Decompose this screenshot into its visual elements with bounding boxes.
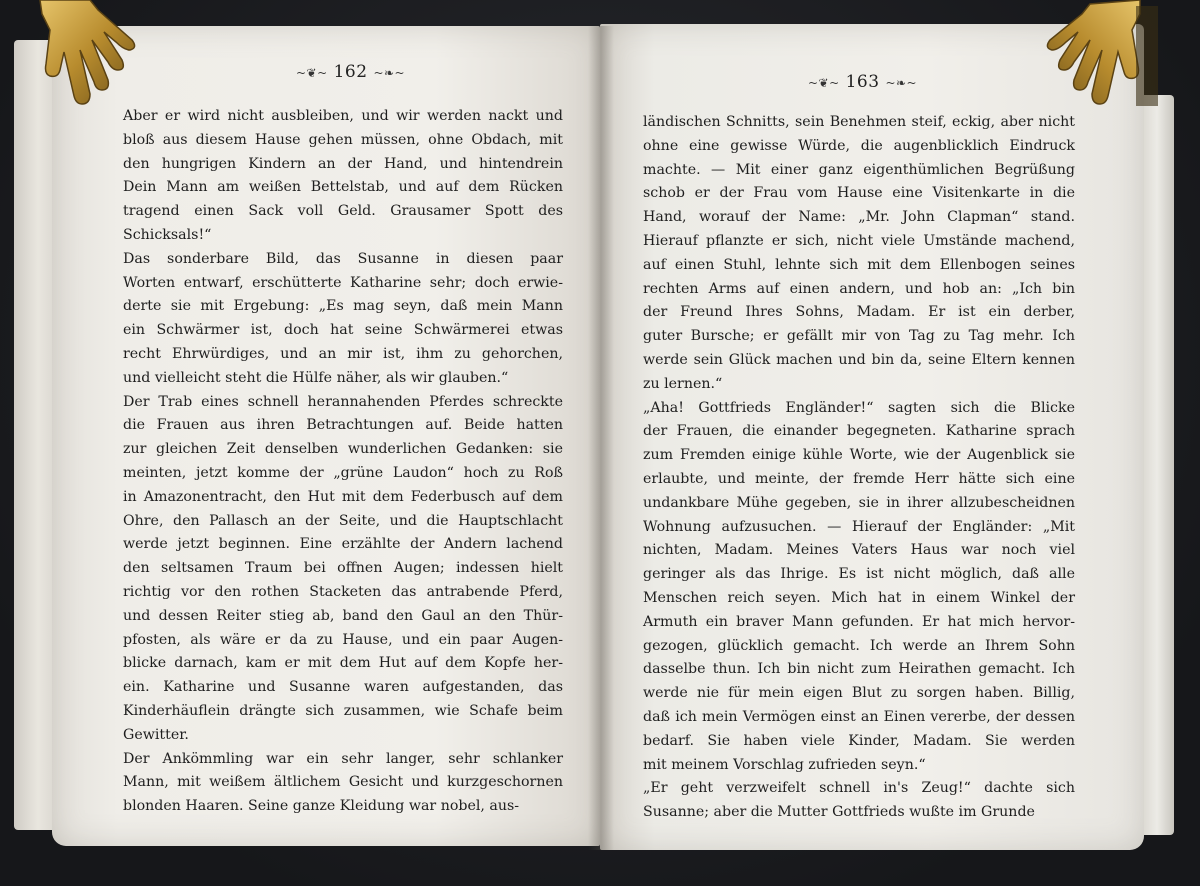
text-line: ohne eine gewisse Würde, die augenblicklich Eindruck (643, 137, 1075, 154)
text-line: geringer als das Ihrige. Es ist nicht möglich, daß alle (643, 566, 1075, 583)
ornament-left-a: ~❦~ (296, 66, 328, 80)
text-line: ein Schwärmer ist, doch hat seine Schwärmerei etwas (123, 322, 563, 339)
text-line: pfosten, als wäre er da zu Hause, und ein paar Augen- (123, 631, 563, 648)
text-line: ein. Katharine und Susanne waren aufgestanden, das (123, 679, 563, 696)
text-line: blicke darnach, kam er mit dem Hut auf dem Kopfe her- (123, 655, 563, 672)
text-line: mit meinem Vorschlag zufrieden seyn.“ (643, 756, 926, 773)
text-line: Mann, mit weißem ältlichem Gesicht und kurzgeschornen (123, 774, 563, 791)
text-line: und dessen Reiter stieg ab, band den Gaul an den Thür- (123, 607, 563, 624)
text-line: Worten entwarf, erschütterte Katharine sehr; doch erwie- (123, 274, 563, 291)
text-line: Wohnung aufzusuchen. — Hierauf der Engländer: „Mit (643, 518, 1075, 535)
text-line: Aber er wird nicht ausbleiben, und wir werden nackt und (123, 108, 563, 124)
ornament-left-b: ~❧~ (373, 66, 406, 80)
left-page-text (123, 105, 563, 819)
text-line: „Aha! Gottfrieds Engländer!“ sagten sich die Blicke (643, 399, 1075, 416)
text-line: tragend einen Sack voll Geld. Grausamer Spott des (123, 203, 563, 220)
text-line: der Frauen, die einander begegneten. Katharine sprach (643, 423, 1075, 440)
book-gutter (588, 26, 614, 850)
text-line: Der Trab eines schnell herannahenden Pferdes schreckte (123, 393, 563, 410)
text-line: rechten Arms auf einen andern, und hob an: „Ich bin (643, 280, 1075, 297)
text-line: den seltsamen Traum bei offnen Augen; indessen hielt (123, 560, 563, 577)
text-line: Kinderhäuflein drängte sich zusammen, wie Schafe beim (123, 702, 563, 719)
text-line: Dein Mann am weißen Bettelstab, und auf dem Rücken (123, 179, 563, 196)
right-page-header (808, 72, 917, 92)
clip-base (1136, 6, 1158, 106)
text-line: die Frauen aus ihren Betrachtungen auf. Beide hatten (123, 417, 563, 434)
text-line: auf einen Stuhl, lehnte sich mit dem Ellenbogen seines (643, 256, 1075, 273)
text-line: Ohre, den Pallasch an der Seite, und die Hauptschlacht (123, 512, 563, 529)
text-line: erlaubte, und meinte, der fremde Herr hätte sich eine (643, 470, 1075, 487)
text-line: bloß aus diesem Hause gehen müssen, ohne Obdach, mit (123, 131, 563, 148)
text-line: undankbare Mühe gegeben, sie in ihrer allzubescheidnen (643, 494, 1075, 511)
text-line: in Amazonentracht, den Hut mit dem Federbusch auf dem (123, 488, 563, 505)
text-line: werde jetzt beginnen. Eine erzählte der Andern lachend (123, 536, 563, 553)
text-line: der Freund Ihres Sohns, Madam. Er ist ein derber, (643, 304, 1075, 321)
text-line: „Er geht verzweifelt schnell in's Zeug!“ dachte sich (643, 780, 1075, 797)
text-line: bedarf. Sie haben viele Kinder, Madam. Sie werden (643, 732, 1075, 749)
text-line: nichten, Madam. Meines Vaters Haus war noch viel (643, 542, 1075, 559)
text-line: den hungrigen Kindern an der Hand, und hintendrein (123, 155, 563, 172)
brass-hand-clip-left-icon (20, 0, 140, 110)
text-line: werde sein Glück machen und bin da, seine Eltern kennen (643, 351, 1075, 368)
text-line: Gewitter. (123, 726, 189, 743)
text-line: zum Fremden einige kühle Worte, wie der Augenblick sie (643, 447, 1075, 464)
text-line: guter Bursche; er gefällt mir von Tag zu Tag mehr. Ich (643, 328, 1075, 345)
text-line: und vielleicht steht die Hülfe näher, als wir glauben.“ (123, 369, 509, 386)
right-page-text (643, 111, 1075, 825)
text-line: Hand, worauf der Name: „Mr. John Clapman“ stand. (643, 209, 1075, 226)
text-line: gezogen, glücklich gemacht. Ich werde an Ihrem Sohn (643, 637, 1075, 654)
text-line: richtig vor den rothen Stacketen das antrabende Pferd, (123, 583, 563, 600)
text-line: Schicksals!“ (123, 226, 212, 243)
ornament-right-a: ~❦~ (808, 76, 840, 90)
text-line: Menschen reich seyen. Mich hat in einem Winkel der (643, 589, 1075, 606)
right-page-stack-edge (1140, 95, 1174, 835)
right-page-number: 163 (845, 72, 880, 92)
brass-hand-clip-right-icon (1040, 0, 1160, 110)
text-line: Susanne; aber die Mutter Gottfrieds wußte im Grunde (643, 804, 1035, 821)
text-line: meinten, jetzt komme der „grüne Laudon“ hoch zu Roß (123, 464, 563, 481)
text-line: derte sie mit Ergebung: „Es mag seyn, daß mein Mann (123, 298, 563, 315)
left-page-number: 162 (333, 62, 368, 82)
text-line: Das sonderbare Bild, das Susanne in diesen paar (123, 250, 563, 267)
text-line: Armuth ein braver Mann gefunden. Er hat mich hervor- (643, 613, 1075, 630)
text-line: recht Ehrwürdiges, und an mir ist, ihm zu gehorchen, (123, 345, 563, 362)
left-page-header (296, 62, 405, 82)
text-line: machte. — Mit einer ganz eigenthümlichen Begrüßung (643, 161, 1075, 178)
text-line: zur gleichen Zeit denselben wunderlichen Gedanken: sie (123, 441, 563, 458)
text-line: blonden Haaren. Seine ganze Kleidung war nobel, aus- (123, 798, 520, 815)
ornament-right-b: ~❧~ (885, 76, 918, 90)
text-line: zu lernen.“ (643, 375, 723, 392)
text-line: ländischen Schnitts, sein Benehmen steif, eckig, aber nicht (643, 114, 1075, 130)
text-line: schob er der Frau vom Hause eine Visitenkarte in die (643, 185, 1075, 202)
text-line: werde nie für mein eigen Blut zu sorgen haben. Billig, (643, 685, 1075, 702)
text-line: daß ich mein Vermögen einst an Einen vererbe, der dessen (643, 708, 1075, 725)
left-page-stack-edge (14, 40, 54, 830)
text-line: Hierauf pflanzte er sich, nicht viele Umstände machend, (643, 232, 1075, 249)
text-line: Der Ankömmling war ein sehr langer, sehr schlanker (123, 750, 563, 767)
text-line: dasselbe thun. Ich bin nicht zum Heirathen gemacht. Ich (643, 661, 1075, 678)
